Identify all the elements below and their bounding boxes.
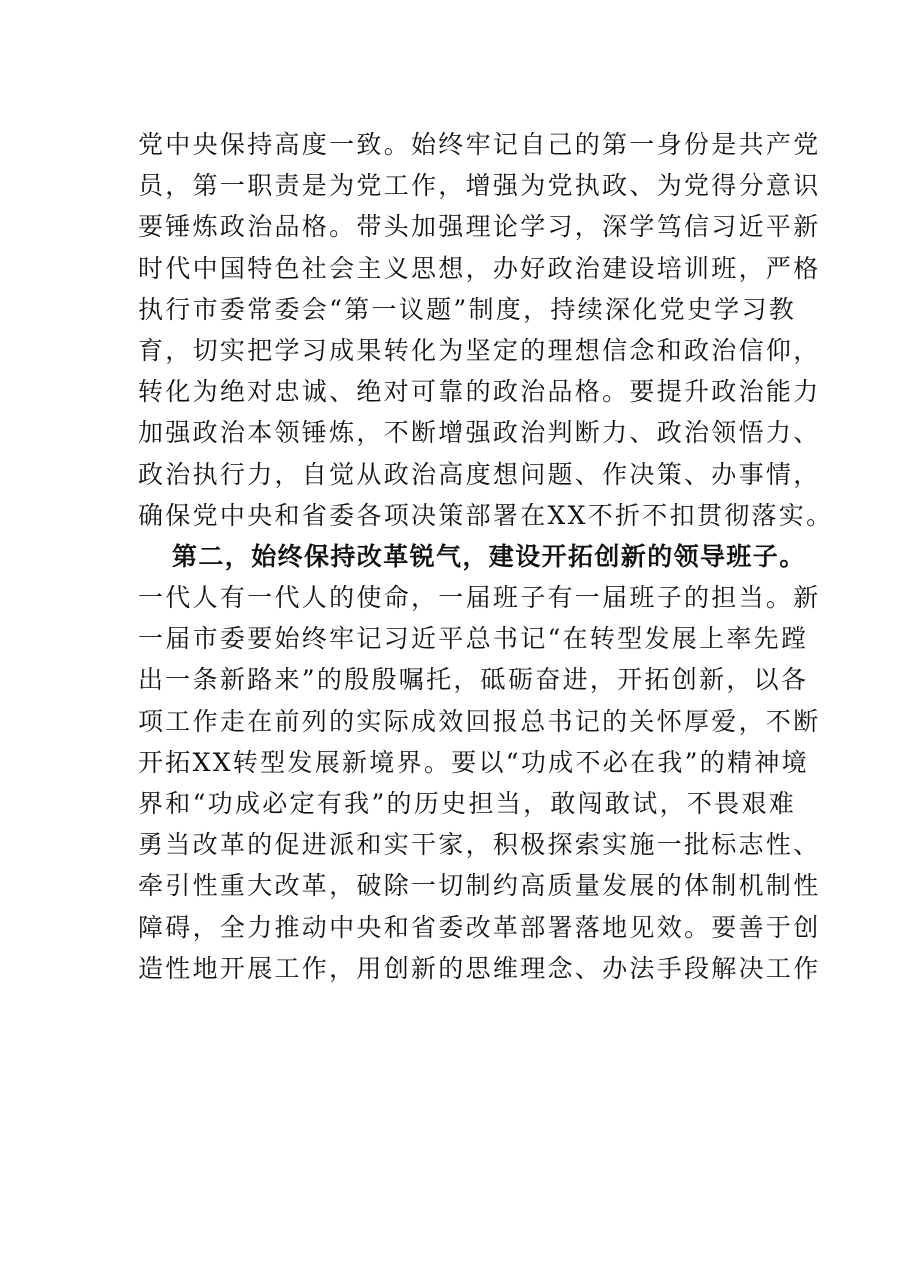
text-line: 执行市委常委会“第一议题”制度，持续深化党史学习教 — [138, 294, 797, 324]
text-line: 时代中国特色社会主义思想，办好政治建设培训班，严格 — [138, 253, 821, 283]
text-line: 牵引性重大改革，破除一切制约高质量发展的体制机制性 — [138, 871, 821, 901]
text-line: 造性地开展工作，用创新的思维理念、办法手段解决工作 — [138, 953, 821, 983]
text-line: 育，切实把学习成果转化为坚定的理想信念和政治信仰， — [138, 335, 821, 365]
text-line: 勇当改革的促进派和实干家，积极探索实施一批标志性、 — [138, 830, 821, 860]
text-line: 党中央保持高度一致。始终牢记自己的第一身份是共产党 — [138, 130, 821, 159]
text-line: 加强政治本领锤炼，不断增强政治判断力、政治领悟力、 — [138, 418, 821, 448]
text-line: 确保党中央和省委各项决策部署在XX不折不扣贯彻落实。 — [138, 500, 834, 530]
text-line: 项工作走在前列的实际成效回报总书记的关怀厚爱，不断 — [138, 706, 821, 736]
text-line: 界和“功成必定有我”的历史担当，敢闯敢试，不畏艰难 — [138, 789, 797, 818]
section-heading: 第二，始终保持改革锐气，建设开拓创新的领导班子。 — [172, 541, 806, 571]
text-line: 转化为绝对忠诚、绝对可靠的政治品格。要提升政治能力 — [138, 377, 821, 407]
text-line: 员，第一职责是为党工作，增强为党执政、为党得分意识 — [138, 171, 821, 201]
text-line: 政治执行力，自觉从政治高度想问题、作决策、办事情， — [138, 459, 821, 489]
text-line: 一届市委要始终牢记习近平总书记“在转型发展上率先蹚 — [138, 624, 809, 654]
text-line: 一代人有一代人的使命，一届班子有一届班子的担当。新 — [138, 583, 821, 613]
text-line: 出一条新路来”的殷殷嘱托，砥砺奋进，开拓创新，以各 — [138, 665, 809, 695]
text-line: 要锤炼政治品格。带头加强理论学习，深学笃信习近平新 — [138, 212, 821, 242]
text-line: 开拓XX转型发展新境界。要以“功成不必在我”的精神境 — [138, 747, 809, 777]
text-line: 障碍，全力推动中央和省委改革部署落地见效。要善于创 — [138, 912, 821, 942]
body-text — [138, 124, 834, 989]
